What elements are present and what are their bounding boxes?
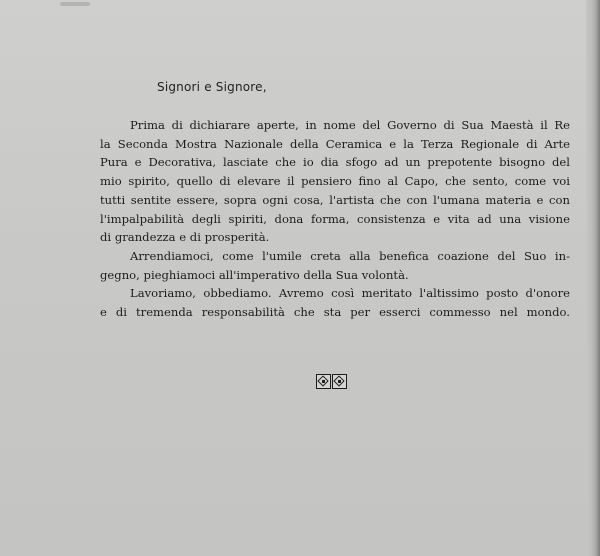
- text-line: tutti sentite essere, sopra ogni cosa, l'artista che con l'umana materia e con: [100, 192, 570, 207]
- ornament-square-icon: [332, 374, 347, 389]
- paragraph-2: [100, 247, 570, 284]
- text-line: Arrendiamoci, come l'umile creta alla benefica coazione del Suo in-: [130, 248, 570, 263]
- text-line: Pura e Decorativa, lasciate che io dia sfogo ad un prepotente bisogno del: [100, 155, 570, 170]
- text-line: mio spirito, quello di elevare il pensiero fino al Capo, che sento, come voi: [100, 174, 570, 189]
- paragraph-1: [100, 116, 570, 247]
- text-line: l'impalpabilità degli spiriti, dona forma, consistenza e vita ad una visione: [100, 211, 570, 226]
- text-line: gegno, pieghiamoci all'imperativo della Sua volontà.: [100, 267, 409, 282]
- text-line: Prima di dichiarare aperte, in nome del Governo di Sua Maestà il Re: [130, 118, 570, 132]
- salutation: Signori e Signore,: [157, 80, 267, 94]
- page-edge-shadow: [586, 0, 600, 556]
- text-line: e di tremenda responsabilità che sta per esserci commesso nel mondo.: [100, 305, 570, 320]
- double-square-ornament-icon: [316, 374, 347, 389]
- paragraph-3: [100, 284, 570, 321]
- text-line: di grandezza e di prosperità.: [100, 230, 270, 245]
- ornament-square-icon: [316, 374, 331, 389]
- paper-speck: [60, 2, 90, 6]
- text-line: la Seconda Mostra Nazionale della Ceramica e la Terza Regionale di Arte: [100, 136, 570, 151]
- speech-body: [100, 116, 570, 322]
- text-line: Lavoriamo, obbediamo. Avremo così meritato l'altissimo posto d'onore: [130, 286, 570, 301]
